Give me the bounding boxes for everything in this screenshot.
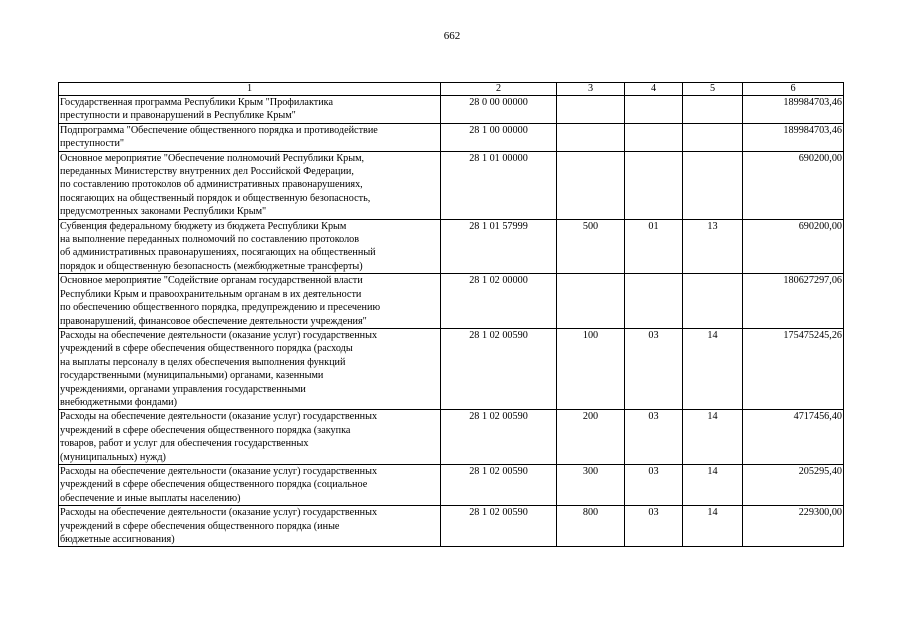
row-code: 28 1 02 00590 (441, 410, 557, 465)
table-row (59, 123, 844, 151)
header-col-4: 4 (625, 83, 683, 96)
row-name: Основное мероприятие "Обеспечение полномочий Республики Крым, переданных Министерству внутренних дел Российской Федерации, по составлению протоколов об административных правонарушениях, посягающих на общественный порядок и общественную безопасность, предусмотренных законами Республики Крым" (59, 151, 441, 219)
table-row (59, 151, 844, 219)
row-code: 28 1 02 00000 (441, 274, 557, 329)
row-col-3: 300 (557, 464, 625, 505)
header-col-6: 6 (743, 83, 844, 96)
row-name: Основное мероприятие "Содействие органам государственной власти Республики Крым и правоохранительным органам в их деятельности по обеспечению общественного порядка, предупреждению и пресечению правонарушений, финансовое обеспечение деятельности учреждения" (59, 274, 441, 329)
row-col-3: 100 (557, 328, 625, 409)
row-col-4: 03 (625, 410, 683, 465)
table-row (59, 410, 844, 465)
row-name: Субвенция федеральному бюджету из бюджета Республики Крым на выполнение переданных полномочий по составлению протоколов об административных правонарушениях, посягающих на общественный порядок и общественную безопасность (межбюджетные трансферты) (59, 219, 441, 274)
row-col-4 (625, 123, 683, 151)
row-name: Расходы на обеспечение деятельности (оказание услуг) государственных учреждений в сфере обеспечения общественного порядка (расходы на выплаты персоналу в целях обеспечения выполнения функций государственными (муниципальными) органами, казенными учреждениями, органами управления государственными внебюджетными фондами) (59, 328, 441, 409)
table-row (59, 506, 844, 547)
row-col-4 (625, 96, 683, 124)
row-name: Расходы на обеспечение деятельности (оказание услуг) государственных учреждений в сфере обеспечения общественного порядка (социальное обеспечение и иные выплаты населению) (59, 464, 441, 505)
row-name: Расходы на обеспечение деятельности (оказание услуг) государственных учреждений в сфере обеспечения общественного порядка (иные бюджетные ассигнования) (59, 506, 441, 547)
row-code: 28 1 02 00590 (441, 506, 557, 547)
row-col-4: 01 (625, 219, 683, 274)
row-col-3 (557, 96, 625, 124)
row-col-5 (683, 274, 743, 329)
row-amount: 205295,40 (743, 464, 844, 505)
row-amount: 180627297,06 (743, 274, 844, 329)
row-name: Государственная программа Республики Крым "Профилактика преступности и правонарушений в Республике Крым" (59, 96, 441, 124)
row-col-4: 03 (625, 506, 683, 547)
row-col-3 (557, 151, 625, 219)
row-col-4 (625, 151, 683, 219)
row-col-4: 03 (625, 328, 683, 409)
table-row (59, 219, 844, 274)
row-code: 28 1 01 57999 (441, 219, 557, 274)
row-code: 28 1 00 00000 (441, 123, 557, 151)
row-amount: 4717456,40 (743, 410, 844, 465)
row-col-5: 14 (683, 464, 743, 505)
table-row (59, 328, 844, 409)
row-name: Подпрограмма "Обеспечение общественного порядка и противодействие преступности" (59, 123, 441, 151)
budget-table (58, 82, 844, 547)
header-col-5: 5 (683, 83, 743, 96)
row-name: Расходы на обеспечение деятельности (оказание услуг) государственных учреждений в сфере обеспечения общественного порядка (закупка товаров, работ и услуг для обеспечения государственных (муниципальных) нужд) (59, 410, 441, 465)
row-col-5: 14 (683, 506, 743, 547)
row-col-3 (557, 274, 625, 329)
row-col-3: 500 (557, 219, 625, 274)
row-amount: 189984703,46 (743, 96, 844, 124)
row-code: 28 1 02 00590 (441, 464, 557, 505)
row-col-3: 800 (557, 506, 625, 547)
header-col-3: 3 (557, 83, 625, 96)
header-col-1: 1 (59, 83, 441, 96)
row-code: 28 1 01 00000 (441, 151, 557, 219)
row-col-5: 14 (683, 328, 743, 409)
row-code: 28 1 02 00590 (441, 328, 557, 409)
row-code: 28 0 00 00000 (441, 96, 557, 124)
header-col-2: 2 (441, 83, 557, 96)
table-row (59, 464, 844, 505)
row-col-5: 13 (683, 219, 743, 274)
page-number: 662 (443, 30, 461, 42)
row-col-3 (557, 123, 625, 151)
row-amount: 175475245,26 (743, 328, 844, 409)
table-row (59, 96, 844, 124)
row-col-5: 14 (683, 410, 743, 465)
row-col-5 (683, 96, 743, 124)
table-row (59, 274, 844, 329)
row-col-5 (683, 123, 743, 151)
row-amount: 189984703,46 (743, 123, 844, 151)
header-row (59, 83, 844, 96)
row-col-4: 03 (625, 464, 683, 505)
row-amount: 690200,00 (743, 151, 844, 219)
row-amount: 690200,00 (743, 219, 844, 274)
row-col-3: 200 (557, 410, 625, 465)
row-col-4 (625, 274, 683, 329)
row-col-5 (683, 151, 743, 219)
row-amount: 229300,00 (743, 506, 844, 547)
